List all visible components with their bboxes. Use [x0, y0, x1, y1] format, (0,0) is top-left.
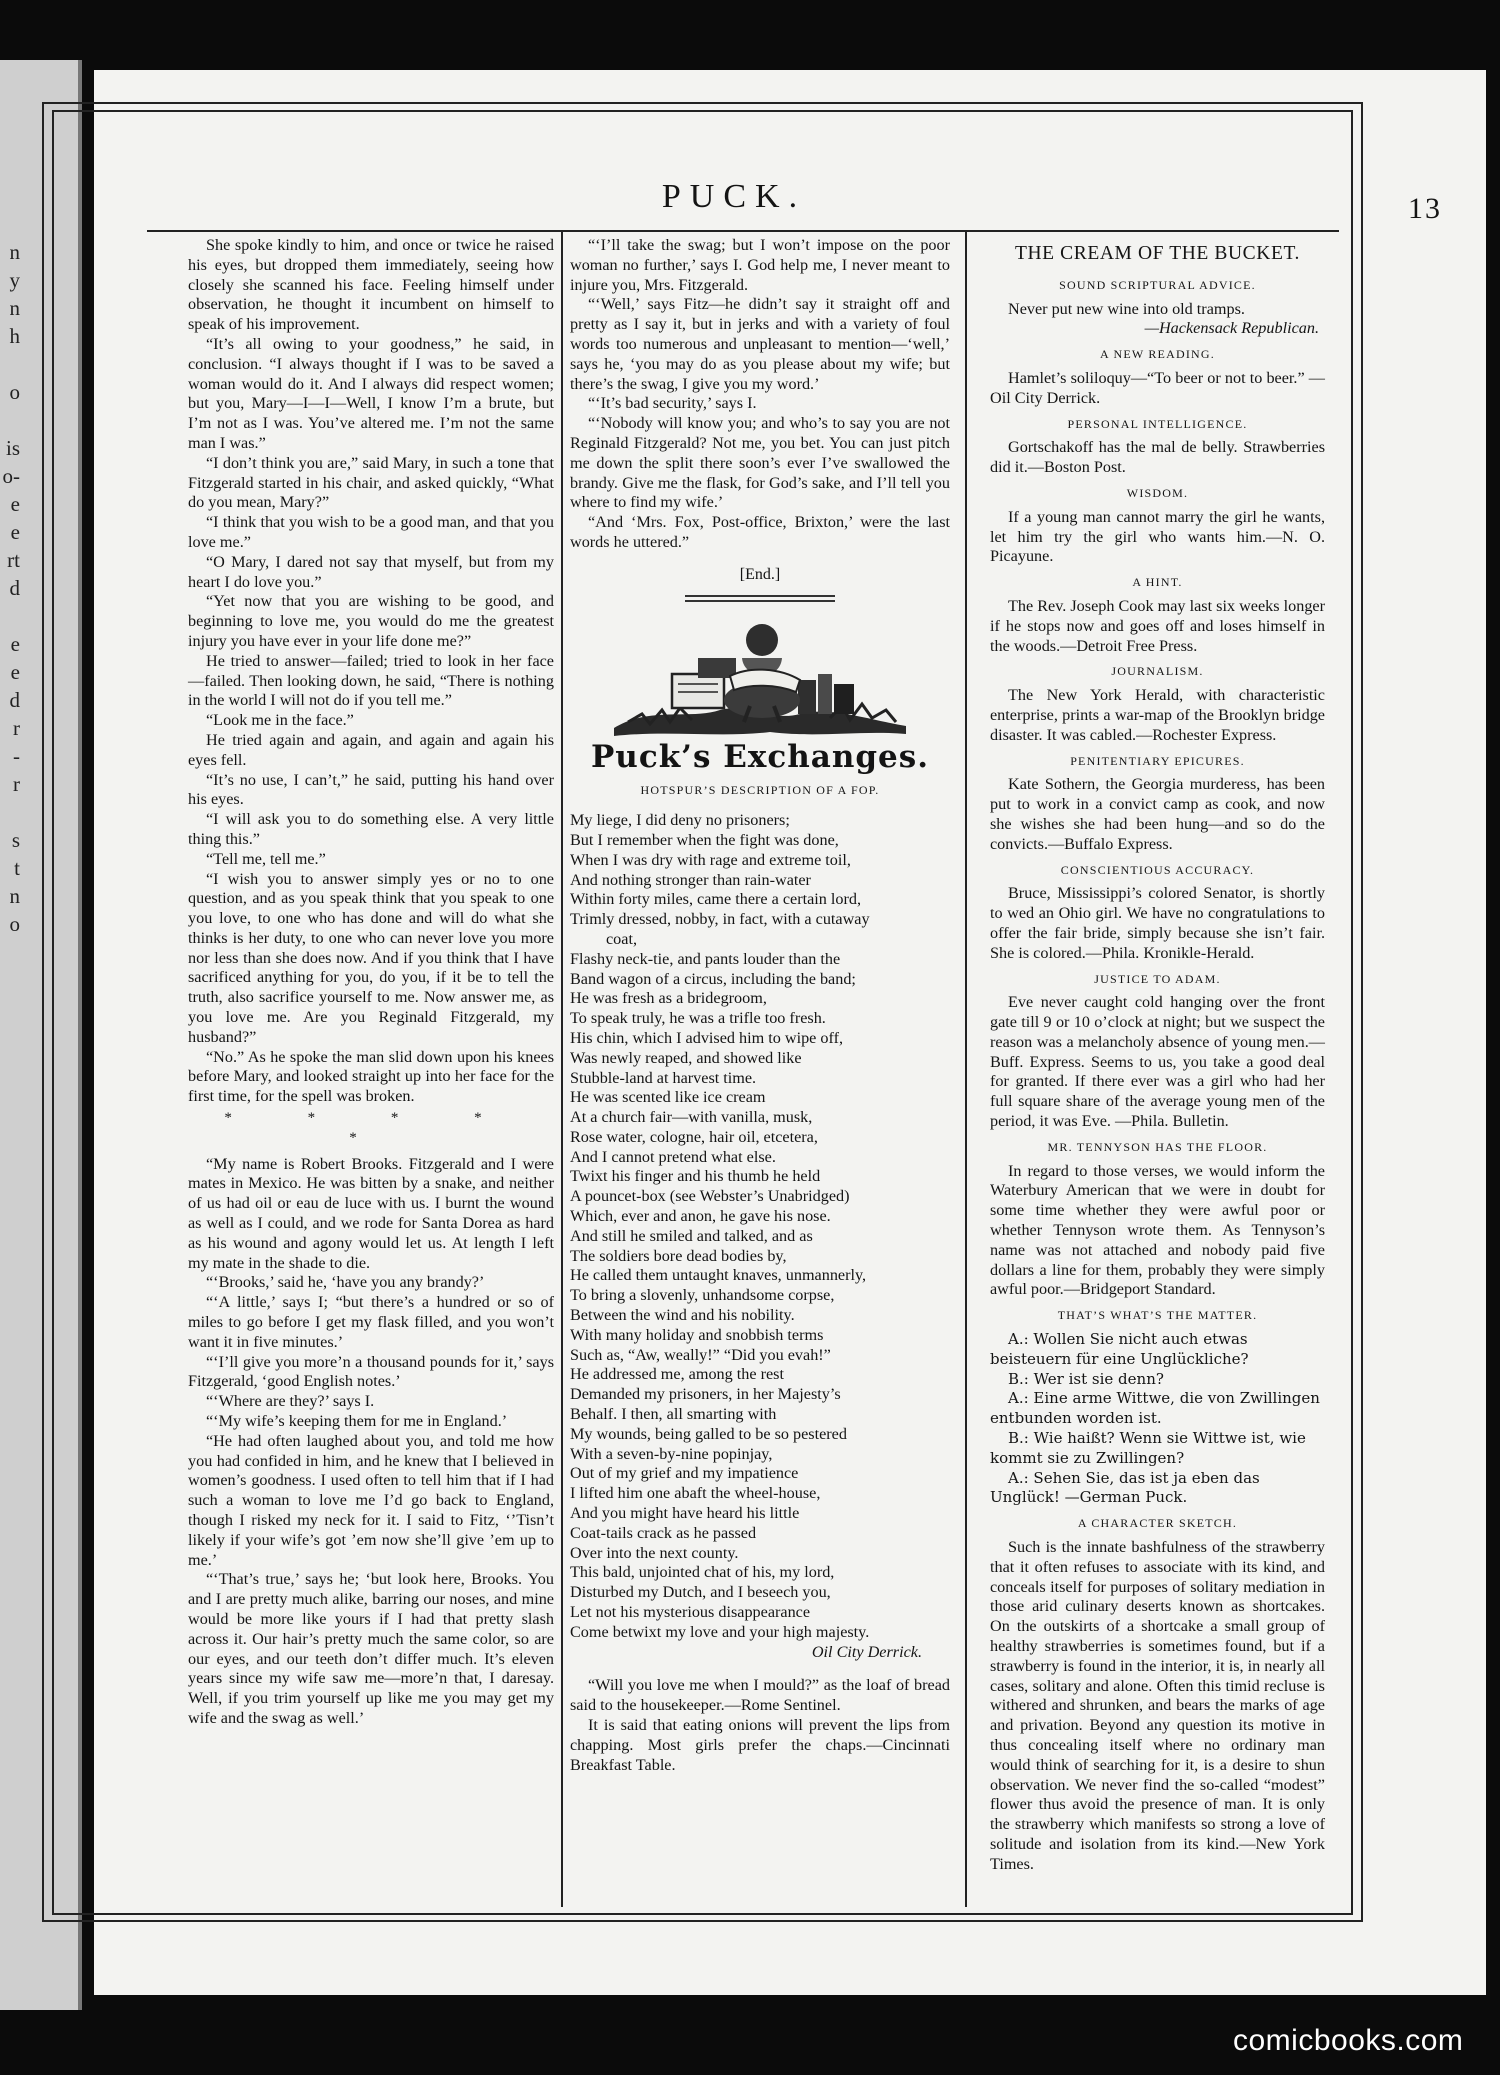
story-paragraph: “‘Where are they?’ says I. [206, 1392, 375, 1411]
previous-page-fragment: e [10, 632, 20, 656]
item-text: Eve never caught cold hanging over the front gate till 9 or 10 o’clock at night; but we suspect the reason was a melancholy absence of young men.—Buff. Express. Seems to us, you take a good deal for granted. If there ever was a girl who had her full square share of the average young men of the period, it was Eve. —Phila. Bulletin. [990, 993, 1325, 1131]
poem-line: Stubble-land at harvest time. [570, 1068, 757, 1087]
story-paragraph: “Yet now that you are wishing to be good, and beginning to love me, you would do me the greatest injury you have ever in your life done me?” [188, 592, 554, 650]
section-break-stars: * * * * * [224, 1110, 518, 1146]
poem-line: Come betwixt my love and your high majesty. [570, 1622, 870, 1641]
story-paragraph: “‘That’s true,’ says he; ‘but look here, Brooks. You and I are pretty much alike, barring our noses, and mine would be more like yours if I had that pretty slash across it. Our hair’s pretty much the same color, so are our eyes, and our teeth don’t differ much. It’s eleven years since my wife saw me—more’n that, I daresay. Well, if you trim yourself up like me you may get my wife and the swag as well.’ [188, 1570, 554, 1727]
item-heading: A HINT. [1132, 575, 1183, 590]
dialogue-line: B.: Wer ist sie denn? [1008, 1369, 1164, 1388]
item-heading: WISDOM. [1126, 485, 1189, 500]
item-heading: PENITENTIARY EPICURES. [1070, 753, 1245, 768]
previous-page-fragment: e [10, 492, 20, 516]
story-paragraphs [188, 236, 554, 1107]
item-text: Never put new wine into old tramps. [1008, 299, 1245, 318]
story-column [188, 236, 554, 1729]
previous-page-fragment: n [9, 240, 20, 264]
poem-line: Within forty miles, came there a certain lord, [570, 890, 862, 909]
poem-line: His chin, which I advised him to wipe off, [570, 1028, 844, 1047]
poem-line: Disturbed my Dutch, and I beseech you, [570, 1583, 831, 1602]
poem-line: To bring a slovenly, unhandsome corpse, [570, 1286, 835, 1305]
previous-page-fragment [3, 350, 21, 378]
exchange-paragraphs [570, 1676, 950, 1775]
poem-line: To speak truly, he was a trifle too fresh. [570, 1009, 826, 1028]
item-text: Bruce, Mississippi’s colored Senator, is shortly to wed an Ohio girl. We have no congratulations to offer the fair bride, simply because she isn’t fair. She is colored.—Phila. Kronikle-Herald. [990, 884, 1325, 962]
cream-items [990, 276, 1325, 1300]
poem-line: Demanded my prisoners, in her Majesty’s [570, 1385, 841, 1404]
column-rule [561, 232, 563, 1907]
poem-line: Rose water, cologne, hair oil, etcetera, [570, 1127, 818, 1146]
previous-page-fragment: is [5, 436, 20, 460]
poem-line: Twixt his finger and his thumb he held [570, 1167, 821, 1186]
story-paragraph: He tried to answer—failed; tried to look in her face—failed. Then looking down, he said, “There is nothing in the world I will not do if you tell me.” [188, 651, 554, 710]
story-paragraph: “It’s all owing to your goodness,” he said, in conclusion. “I always thought if I was to be saved a woman would do it. And I always did respect women; but you, Mary—I—I—Well, I know I’m a brute, but I’m not as I was. You’ve altered me. I’m not the same man I was.” [188, 334, 554, 452]
exchanges-vignette-illustration [610, 610, 910, 742]
poem-attribution: Oil City Derrick. [811, 1642, 922, 1661]
story-paragraph: He tried again and again, and again and again his eyes fell. [188, 730, 554, 769]
column-rule [965, 232, 967, 1907]
poem-title: HOTSPUR’S DESCRIPTION OF A FOP. [640, 783, 880, 798]
poem-line: Over into the next county. [570, 1543, 739, 1562]
item-text: In regard to those verses, we would inform the Waterbury American that we were in doubt for some time whether they were awful poor or whether Tennyson wrote them. As Tennyson’s name was not attached and nobody paid five dollars a line for them, probably they were simply awful poor.—Bridgeport Standard. [990, 1161, 1325, 1299]
poem-line: The soldiers bore dead bodies by, [570, 1246, 787, 1265]
poem-line: A pouncet-box (see Webster’s Unabridged) [570, 1187, 850, 1206]
cream-column [990, 236, 1325, 1875]
character-sketch-text: Such is the innate bashfulness of the strawberry that it often refuses to associate with its kind, and conceals itself for purposes of solitary mediation in those arid culinary deserts known as shortcakes. On the outskirts of a shortcake a small group of healthy strawberries is sometimes found, but if a strawberry is found in the interior, it is, in nearly all cases, solitary and alone. Often this timid recluse is withered and shrunken, and bears the marks of age and privation. Beyond any question its motive in thus concealing itself where no ordinary man would think of searching for it, is a desire to shun observation. We never find the so-called “modest” flower thus avoid the presence of man. It is only the strawberry which manifests so strong a love of solitude and isolation from its kind.—New York Times. [990, 1538, 1325, 1873]
story-paragraph: “‘My wife’s keeping them for me in England.’ [206, 1412, 508, 1431]
story-paragraph: “I will ask you to do something else. A very little thing this.” [188, 810, 554, 848]
previous-page-fragment: d [9, 576, 20, 600]
previous-page-fragment [3, 602, 21, 630]
story-paragraph: “My name is Robert Brooks. Fitzgerald and I were mates in Mexico. He was bitten by a snake, and neither of us had oil or eau de luce with us. I burnt the wound as well as I could, and we rode for Santa Dorea as hard as his wound and agony would let us. At length I left my mate in the shade to die. [188, 1154, 554, 1272]
poem-line: I lifted him one abaft the wheel-house, [570, 1484, 821, 1503]
item-heading: JOURNALISM. [1111, 664, 1204, 679]
story-paragraph: “I wish you to answer simply yes or no to one question, and as you speak think that you speak to one you love, to one who has done and will do what she thinks is her duty, to one who can never love you more nor less than she does now. And if you think that I have sacrificed anything for you, do you, if it be to tell the truth, also sacrifice yourself to me. Now answer me, as you love me. Are you Reginald Fitzgerald, my husband?” [188, 869, 554, 1046]
poem-line: Trimly dressed, nobby, in fact, with a cutaway [570, 910, 870, 929]
poem-line: With a seven-by-nine popinjay, [570, 1444, 773, 1463]
poem-line: He called them untaught knaves, unmannerly, [570, 1266, 867, 1285]
poem-line: And nothing stronger than rain-water [570, 870, 811, 889]
previous-page-fragments [3, 238, 21, 938]
story-paragraph: “It’s no use, I can’t,” he said, putting his hand over his eyes. [188, 770, 554, 809]
dialogue-line: A.: Wollen Sie nicht auch etwas beisteuern für eine Unglückliche? [990, 1330, 1249, 1368]
poem-line: At a church fair—with vanilla, musk, [570, 1108, 813, 1127]
previous-page-fragment: e [10, 520, 20, 544]
poem-line: Band wagon of a circus, including the band; [570, 969, 856, 988]
dialogue-line: A.: Eine arme Wittwe, die von Zwillingen entbunden worden ist. [990, 1389, 1320, 1428]
item-text: If a young man cannot marry the girl he wants, let him try the girl who wants him.—N. O. Picayune. [990, 507, 1325, 566]
exchanges-heading: Puck’s Exchanges. [590, 738, 930, 775]
ornamental-rule [685, 595, 835, 602]
exchange-paragraph: “Will you love me when I mould?” as the loaf of bread said to the housekeeper.—Rome Sentinel. [570, 1676, 950, 1715]
item-heading: PERSONAL INTELLIGENCE. [1067, 416, 1248, 431]
poem-line: Coat-tails crack as he passed [570, 1523, 757, 1542]
item-source: —Hackensack Republican. [1144, 319, 1319, 338]
page-number: 13 [1408, 192, 1442, 225]
poem-line: Between the wind and his nobility. [570, 1306, 795, 1325]
item-text: Gortschakoff has the mal de belly. Strawberries did it.—Boston Post. [990, 438, 1325, 477]
german-dialogue [990, 1330, 1325, 1508]
item-heading: A NEW READING. [1100, 347, 1215, 362]
poem-line: And still he smiled and talked, and as [570, 1226, 813, 1245]
story-paragraph: “‘A little,’ says I; “but there’s a hundred or so of miles to go before I get my flask filled, and you won’t want it in five minutes.’ [188, 1293, 554, 1351]
dialogue-line: B.: Wie haißt? Wenn sie Wittwe ist, wie kommt sie zu Zwillingen? [990, 1429, 1306, 1467]
story-paragraph: “Look me in the face.” [206, 711, 354, 730]
item-heading: SOUND SCRIPTURAL ADVICE. [1059, 277, 1256, 292]
exchange-paragraph: It is said that eating onions will prevent the lips from chapping. Most girls prefer the chaps.—Cincinnati Breakfast Table. [570, 1716, 950, 1774]
previous-page-fragment: o [9, 380, 20, 404]
previous-page-fragment: - [13, 744, 20, 768]
previous-page-fragment: n [9, 884, 20, 908]
story-paragraph: “And ‘Mrs. Fox, Post-office, Brixton,’ were the last words he uttered.” [570, 513, 950, 551]
poem-line: With many holiday and snobbish terms [570, 1325, 824, 1344]
previous-page-fragment [3, 798, 21, 826]
cream-of-bucket-title: THE CREAM OF THE BUCKET. [1014, 243, 1301, 264]
previous-page-fragment: h [9, 324, 20, 348]
poem-line: But I remember when the fight was done, [570, 830, 839, 849]
poem-line: Flashy neck-tie, and pants louder than the [570, 949, 841, 968]
poem-line: He was fresh as a bridegroom, [570, 989, 767, 1008]
previous-page-fragment [3, 406, 21, 434]
story-paragraphs-continued [188, 1155, 554, 1729]
poem-line: This bald, unjointed chat of his, my lord, [570, 1563, 835, 1582]
poem-line: Which, ever and anon, he gave his nose. [570, 1207, 831, 1226]
previous-page-fragment: r [13, 772, 20, 796]
poem-line: He addressed me, among the rest [570, 1365, 784, 1384]
previous-page-fragment: rt [7, 548, 20, 572]
story-paragraph: “He had often laughed about you, and told me how you had confided in him, and he knew that I believed in women’s goodness. I used often to tell him that if I had such a woman to love me I’d go back to England, though I risked my neck for it. I said to Fitz, ‘’Tisn’t likely if your wife’s got ’em now she’ll give ’em up to me.’ [188, 1431, 554, 1569]
story-paragraph: “‘It’s bad security,’ says I. [588, 394, 757, 413]
poem-line: Was newly reaped, and showed like [570, 1048, 802, 1067]
previous-page-fragment: o- [2, 464, 20, 488]
poem-line: Let not his mysterious disappearance [570, 1603, 811, 1622]
previous-page-fragment: d [9, 688, 20, 712]
story-paragraph: “‘I’ll take the swag; but I won’t impose on the poor woman no further,’ says I. God help me, I never meant to injure you, Mrs. Fitzgerald. [570, 236, 950, 294]
item-heading: A CHARACTER SKETCH. [1077, 1516, 1238, 1531]
poem-line: And you might have heard his little [570, 1504, 800, 1523]
story-paragraph: “I don’t think you are,” said Mary, in such a tone that Fitzgerald started in his chair, and asked quickly, “What do you mean, Mary?” [188, 453, 554, 512]
story-paragraph: “I think that you wish to be a good man, and that you love me.” [188, 513, 554, 551]
item-text: Hamlet’s soliloquy—“To beer or not to beer.” —Oil City Derrick. [990, 368, 1325, 407]
previous-page-fragment: e [10, 660, 20, 684]
story-paragraph: “‘Nobody will know you; and who’s to say you are not Reginald Fitzgerald? Not me, you bet. You can just pitch me down the split there soon’s ever I’ve swallowed the brandy. Give me the flask, for God’s sake, and I’ll tell you where to find my wife.’ [570, 414, 950, 512]
poem-lines [570, 811, 950, 1642]
previous-page-fragment: r [13, 716, 20, 740]
story-conclusion [570, 236, 950, 553]
previous-page-fragment: t [14, 856, 20, 880]
story-paragraph: “Tell me, tell me.” [206, 849, 326, 868]
item-heading: JUSTICE TO ADAM. [1094, 971, 1221, 986]
item-text: The New York Herald, with characteristic enterprise, prints a war-map of the Brooklyn bridge disaster. It was cabled.—Rochester Express. [990, 686, 1325, 744]
item-heading: CONSCIENTIOUS ACCURACY. [1060, 862, 1255, 877]
story-paragraph: “O Mary, I dared not say that myself, but from my heart I do love you.” [188, 552, 554, 591]
end-mark: [End.] [739, 565, 781, 583]
story-paragraph: “‘Well,’ says Fitz—he didn’t say it straight off and pretty as I say it, but in jerks and with a variety of foul words too numerous and unpleasant to mention—‘well,’ says he, ‘you may do as you please about my wife; but there’s the swag, I give you my word.’ [570, 295, 950, 393]
previous-page-fragment: o [9, 912, 20, 936]
item-heading: THAT’S WHAT’S THE MATTER. [1057, 1308, 1258, 1323]
poem-line: When I was dry with rage and extreme toil, [570, 850, 851, 869]
story-paragraph: “‘I’ll give you more’n a thousand pounds for it,’ says Fitzgerald, ‘good English notes.’ [188, 1352, 554, 1391]
poem-line: Out of my grief and my impatience [570, 1464, 799, 1483]
story-paragraph: “‘Brooks,’ said he, ‘have you any brandy?’ [206, 1273, 485, 1292]
dialogue-line: A.: Sehen Sie, das ist ja eben das Unglück! —German Puck. [990, 1468, 1260, 1507]
previous-page-fragment: n [9, 296, 20, 320]
item-text: The Rev. Joseph Cook may last six weeks longer if he stops now and goes off and loses himself in the woods.—Detroit Free Press. [990, 596, 1325, 655]
story-paragraph: “No.” As he spoke the man slid down upon his knees before Mary, and looked straight up into her face for the first time, for the spell was broken. [188, 1047, 554, 1106]
poem-line: He was scented like ice cream [570, 1088, 766, 1107]
item-heading: MR. TENNYSON HAS THE FLOOR. [1047, 1139, 1268, 1154]
watermark: comicbooks.com [1233, 2024, 1464, 2057]
poem-line: Behalf. I then, all smarting with [570, 1405, 777, 1424]
previous-page-fragment: s [11, 828, 20, 852]
masthead-title: PUCK. [661, 178, 807, 215]
story-paragraph: She spoke kindly to him, and once or twice he raised his eyes, but dropped them immediately, seeing how closely she scanned his face. Feeling himself under observation, he thought it incumbent on himself to speak of his improvement. [188, 236, 554, 334]
middle-column [570, 236, 950, 1775]
poem-line: And I cannot pretend what else. [570, 1147, 776, 1166]
poem-line: My liege, I did deny no prisoners; [570, 811, 790, 830]
item-text: Kate Sothern, the Georgia murderess, has been put to work in a convict camp as cook, and now she wishes she had been hung—and so do the convicts.—Buffalo Express. [990, 775, 1325, 853]
poem-line: Such as, “Aw, weally!” “Did you evah!” [570, 1345, 831, 1364]
header-rule [147, 230, 1339, 232]
previous-page-fragment: y [9, 268, 20, 292]
poem-line: coat, [606, 929, 638, 948]
poem-line: My wounds, being galled to be so pestered [570, 1424, 847, 1443]
